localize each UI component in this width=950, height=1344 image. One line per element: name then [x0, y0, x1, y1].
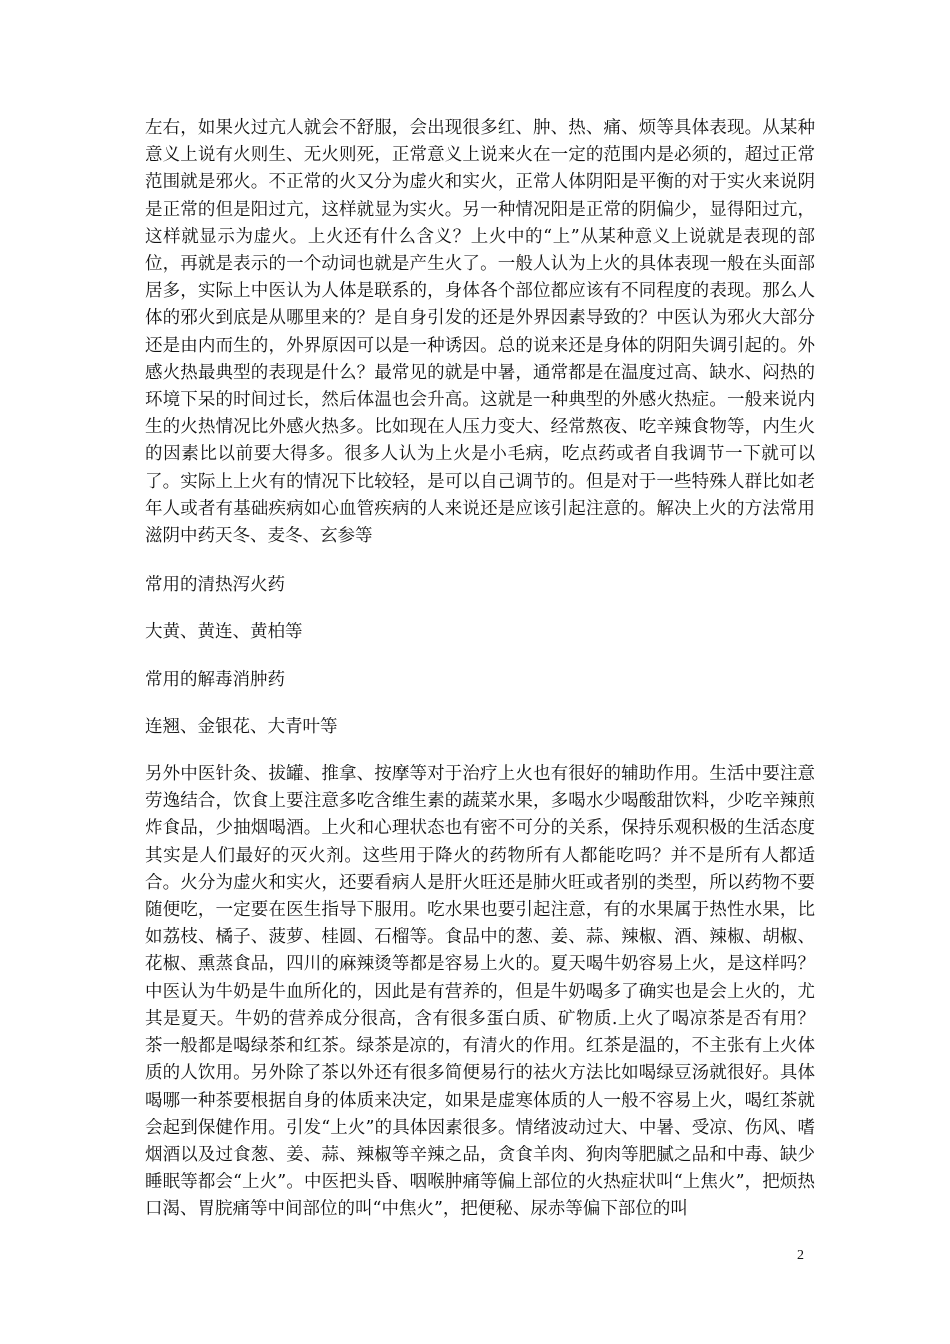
paragraph-heading-jiedu: 常用的解毒消肿药	[145, 669, 285, 690]
paragraph-additional: 另外中医针灸、拔罐、推拿、按摩等对于治疗上火也有很好的辅助作用。生活中要注意劳逸结合，饮食上要注意多吃含维生素的蔬菜水果，多喝水少喝酸甜饮料，少吃辛辣煎炸食品，少抽烟喝酒。上火和心理状态也有密不可分的关系，保持乐观积极的生活态度其实是人们最好的灭火剂。这些用于降火的药物所有人都能吃吗？并不是所有人都适合。火分为虚火和实火，还要看病人是肝火旺还是肺火旺或者别的类型，所以药物不要随便吃，一定要在医生指导下服用。吃水果也要引起注意，有的水果属于热性水果，比如荔枝、橘子、菠萝、桂圆、石榴等。食品中的葱、姜、蒜、辣椒、酒、辣椒、胡椒、花椒、熏蒸食品，四川的麻辣烫等都是容易上火的。夏天喝牛奶容易上火，是这样吗？中医认为牛奶是牛血所化的，因此是有营养的，但是牛奶喝多了确实也是会上火的，尤其是夏天。牛奶的营养成分很高，含有很多蛋白质、矿物质.上火了喝凉茶是否有用？茶一般都是喝绿茶和红茶。绿茶是凉的，有清火的作用。红茶是温的，不主张有上火体质的人饮用。另外除了茶以外还有很多简便易行的祛火方法比如喝绿豆汤就很好。具体喝哪一种茶要根据自身的体质来决定，如果是虚寒体质的人一般不容易上火，喝红茶就会起到保健作用。引发“上火”的具体因素很多。情绪波动过大、中暑、受凉、伤风、嗜烟酒以及过食葱、姜、蒜、辣椒等辛辣之品，贪食羊肉、狗肉等肥腻之品和中毒、缺少睡眠等都会“上火”。中医把头昏、咽喉肿痛等偏上部位的火热症状叫“上焦火”，把烦热口渴、胃脘痛等中间部位的叫“中焦火”，把便秘、尿赤等偏下部位的叫	[145, 764, 815, 1220]
document-body	[145, 115, 815, 1224]
paragraph-heading-qingre: 常用的清热泻火药	[145, 575, 285, 596]
paragraph-list-qingre: 大黄、黄连、黄柏等	[145, 622, 303, 643]
page-number: 2	[797, 1248, 804, 1263]
paragraph-list-jiedu: 连翘、金银花、大青叶等	[145, 716, 338, 737]
paragraph-main: 左右，如果火过亢人就会不舒服，会出现很多红、肿、热、痛、烦等具体表现。从某种意义上说有火则生、无火则死，正常意义上说来火在一定的范围内是必须的，超过正常范围就是邪火。不正常的火又分为虚火和实火，正常人体阴阳是平衡的对于实火来说阴是正常的但是阳过亢，这样就显为实火。另一种情况阳是正常的阴偏少，显得阳过亢，这样就显示为虚火。上火还有什么含义？上火中的“上”从某种意义上说就是表现的部位，再就是表示的一个动词也就是产生火了。一般人认为上火的具体表现一般在头面部居多，实际上中医认为人体是联系的，身体各个部位都应该有不同程度的表现。那么人体的邪火到底是从哪里来的？是自身引发的还是外界因素导致的？中医认为邪火大部分还是由内而生的，外界原因可以是一种诱因。总的说来还是身体的阴阳失调引起的。外感火热最典型的表现是什么？最常见的就是中暑，通常都是在温度过高、缺水、闷热的环境下呆的时间过长，然后体温也会升高。这就是一种典型的外感火热症。一般来说内生的火热情况比外感火热多。比如现在人压力变大、经常熬夜、吃辛辣食物等，内生火的因素比以前要大得多。很多人认为上火是小毛病，吃点药或者自我调节一下就可以了。实际上上火有的情况下比较轻，是可以自己调节的。但是对于一些特殊人群比如老年人或者有基础疾病如心血管疾病的人来说还是应该引起注意的。解决上火的方法常用滋阴中药天冬、麦冬、玄参等	[145, 118, 815, 547]
